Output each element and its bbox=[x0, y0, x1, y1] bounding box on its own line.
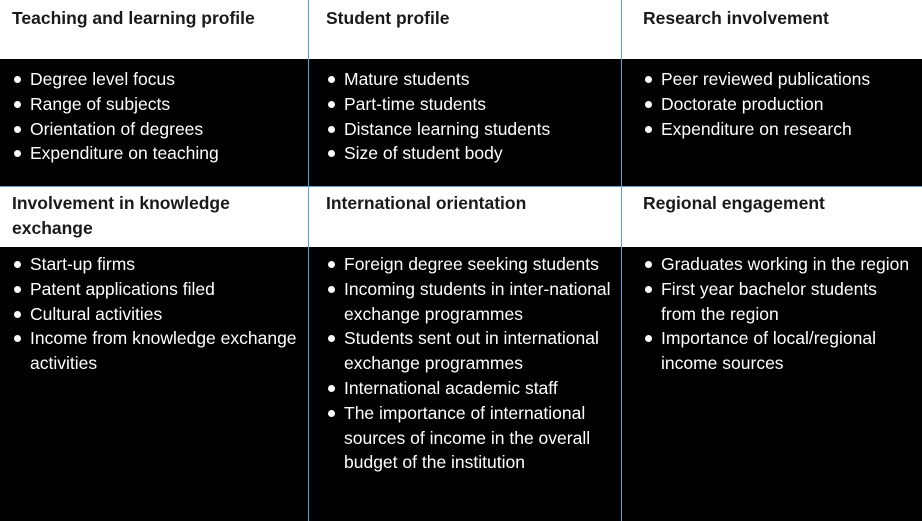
list-item: Importance of local/regional income sources bbox=[643, 326, 916, 376]
teaching-learning-header bbox=[0, 0, 308, 59]
list-item: Orientation of degrees bbox=[12, 117, 300, 142]
column-divider bbox=[621, 0, 622, 521]
list-item: Doctorate production bbox=[643, 92, 916, 117]
list-item: Peer reviewed publications bbox=[643, 67, 916, 92]
teaching-learning-list bbox=[0, 59, 308, 186]
row-divider bbox=[0, 186, 922, 187]
list-item: Degree level focus bbox=[12, 67, 300, 92]
list-item: Size of student body bbox=[326, 141, 615, 166]
international-orientation-header bbox=[309, 186, 621, 247]
cell-title: Student profile bbox=[326, 8, 450, 28]
knowledge-exchange-header bbox=[0, 186, 308, 247]
list-item: Part-time students bbox=[326, 92, 615, 117]
research-involvement-list bbox=[622, 59, 922, 186]
list-item: Start-up firms bbox=[12, 252, 300, 277]
list-item: Expenditure on research bbox=[643, 117, 916, 142]
cell-title: Teaching and learning profile bbox=[12, 8, 255, 28]
list-item: Foreign degree seeking students bbox=[326, 252, 615, 277]
regional-engagement-list bbox=[622, 247, 922, 521]
list-item: Mature students bbox=[326, 67, 615, 92]
cell-title: Research involvement bbox=[643, 8, 829, 28]
list-item: Income from knowledge exchange activities bbox=[12, 326, 300, 376]
list-item: Cultural activities bbox=[12, 302, 300, 327]
list-item: Students sent out in international exchange programmes bbox=[326, 326, 615, 376]
list-item: International academic staff bbox=[326, 376, 615, 401]
list-item: The importance of international sources of income in the overall budget of the institution bbox=[326, 401, 615, 475]
list-item: Incoming students in inter-national exchange programmes bbox=[326, 277, 615, 327]
list-item: Expenditure on teaching bbox=[12, 141, 300, 166]
cell-title: International orientation bbox=[326, 193, 527, 213]
list-item: First year bachelor students from the region bbox=[643, 277, 916, 327]
list-item: Graduates working in the region bbox=[643, 252, 916, 277]
column-divider bbox=[308, 0, 309, 521]
knowledge-exchange-list bbox=[0, 247, 308, 521]
research-involvement-header bbox=[622, 0, 922, 59]
student-profile-list bbox=[309, 59, 621, 186]
international-orientation-list bbox=[309, 247, 621, 521]
cell-title: Involvement in knowledge exchange bbox=[12, 193, 230, 238]
regional-engagement-header bbox=[622, 186, 922, 247]
cell-title: Regional engagement bbox=[643, 193, 825, 213]
list-item: Range of subjects bbox=[12, 92, 300, 117]
list-item: Distance learning students bbox=[326, 117, 615, 142]
list-item: Patent applications filed bbox=[12, 277, 300, 302]
student-profile-header bbox=[309, 0, 621, 59]
